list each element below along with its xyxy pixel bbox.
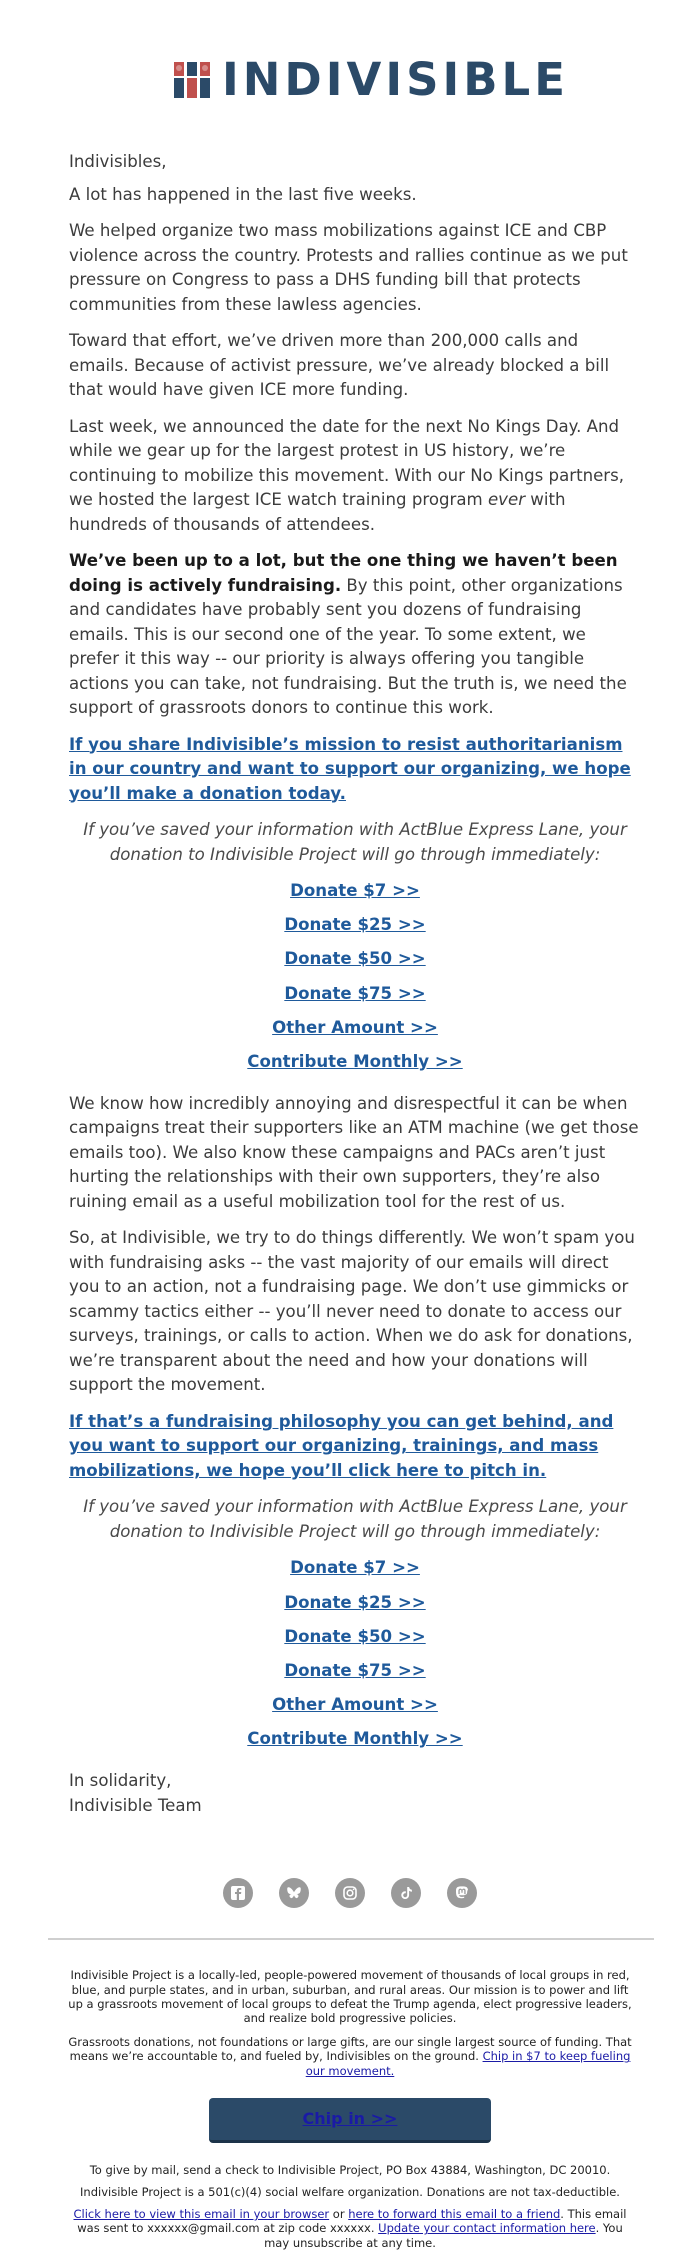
chip-in-button[interactable]: Chip in >>: [209, 2098, 491, 2143]
fundraising-bold-lead: We’ve been up to a lot, but the one thing we haven’t been doing is actively fundraising.: [69, 551, 618, 595]
paragraph-fundraising: [69, 549, 641, 721]
fundraising-text: By this point, other organizations and candidates have probably sent you dozens of fundraising emails. This is our second one of the year. To some extent, we prefer it this way -- our priority is always offering you tangible actions you can take, not fundraising. But the truth is, we need the support of grassroots donors to continue this work.: [69, 575, 627, 717]
chip-in-7-link[interactable]: Chip in $7 to keep fueling our movement.: [305, 2049, 631, 2078]
paragraph-calls: Toward that effort, we’ve driven more than 200,000 calls and emails. Because of activist pressure, we’ve already blocked a bill that would have given ICE more funding.: [69, 331, 610, 399]
footer-mail-address: To give by mail, send a check to Indivisible Project, PO Box 43884, Washington, DC 20010.: [89, 2162, 611, 2177]
signoff-line: In solidarity,: [69, 1771, 172, 1791]
donate-50-link[interactable]: Donate $50 >>: [284, 949, 426, 969]
donate-25-link[interactable]: Donate $25 >>: [284, 1592, 426, 1612]
signoff: [69, 1769, 641, 1818]
no-kings-text-b: with hundreds of thousands of attendees.: [69, 490, 566, 534]
donate-7-link[interactable]: Donate $7 >>: [290, 881, 420, 900]
donation-cta-link[interactable]: If you share Indivisible’s mission to resist authoritarianism in our country and want to support our organizing, we hope you’ll make a donation today.: [69, 734, 631, 803]
signature: Indivisible Team: [69, 1795, 202, 1815]
logo-wordmark: INDIVISIBLE: [222, 53, 569, 106]
footer-sent-text: . This email was sent to xxxxxx@gmail.com at zip code xxxxxx.: [77, 2207, 627, 2236]
no-kings-text-a: Last week, we announced the date for the next No Kings Day. And while we gear up for the largest protest in US history, we’re continuing to mobilize this movement. With our No Kings partners, we hosted the largest ICE watch training program: [69, 416, 625, 509]
email-header: [0, 0, 700, 150]
logo-mark-icon: [174, 62, 210, 98]
express-lane-note: If you’ve saved your information with ActBlue Express Lane, your donation to Indivisible Project will go through immediately:: [83, 820, 627, 864]
footer-links: [65, 2207, 635, 2250]
indivisible-logo[interactable]: [174, 53, 569, 106]
facebook-icon[interactable]: [223, 1878, 253, 1908]
email-footer: [65, 1968, 635, 2249]
footer-divider: [48, 1938, 654, 1940]
footer-funding: [65, 2035, 635, 2078]
footer-or-text: or: [329, 2207, 349, 2222]
donate-25-link[interactable]: Donate $25 >>: [284, 915, 426, 935]
other-amount-link[interactable]: Other Amount >>: [272, 1017, 438, 1037]
paragraph-philosophy: So, at Indivisible, we try to do things differently. We won’t spam you with fundraising asks -- the vast majority of our emails will direct you to an action, not a fundraising page. We don’t use gimmicks or scammy tactics either -- you’ll never need to donate to access our surveys, trainings, or calls to action. When we do ask for donations, we’re transparent about the need and how your donations will support the movement.: [69, 1228, 635, 1395]
footer-unsubscribe-text: . You may unsubscribe at any time.: [264, 2221, 623, 2250]
emphasis-ever: ever: [487, 490, 526, 509]
bluesky-icon[interactable]: [279, 1878, 309, 1908]
greeting: Indivisibles,: [69, 152, 167, 171]
contribute-monthly-link[interactable]: Contribute Monthly >>: [247, 1729, 463, 1749]
paragraph-no-kings: [69, 415, 641, 538]
footer-about: Indivisible Project is a locally-led, people-powered movement of thousands of local groups in red, blue, and purple states, and in urban, suburban, and rural areas. Our mission is to power and lift up a grassroots movement of local groups to defeat the Trump agenda, elect progressive leaders, and realize bold progressive policies.: [68, 1968, 632, 2025]
forward-email-link[interactable]: here to forward this email to a friend: [348, 2207, 561, 2222]
donate-75-link[interactable]: Donate $75 >>: [284, 1661, 426, 1680]
pitch-in-cta-link[interactable]: If that’s a fundraising philosophy you can get behind, and you want to support our organizing, trainings, and mass mobilizations, we hope you’ll click here to pitch in.: [69, 1411, 614, 1480]
express-lane-note-2: If you’ve saved your information with ActBlue Express Lane, your donation to Indivisible Project will go through immediately:: [83, 1497, 627, 1541]
update-contact-link[interactable]: Update your contact information here: [378, 2221, 596, 2236]
donation-links-group-2: [69, 1556, 641, 1757]
footer-funding-text: Grassroots donations, not foundations or large gifts, are our single largest source of funding. That means we’re accountable to, and fueled by, Indivisibles on the ground.: [68, 2035, 632, 2064]
paragraph-intro: A lot has happened in the last five weeks.: [69, 184, 417, 204]
view-in-browser-link[interactable]: Click here to view this email in your browser: [73, 2207, 330, 2222]
instagram-icon[interactable]: [335, 1878, 365, 1908]
contribute-monthly-link[interactable]: Contribute Monthly >>: [247, 1051, 463, 1071]
social-links: [0, 1878, 700, 1908]
paragraph-mobilizations: We helped organize two mass mobilizations against ICE and CBP violence across the country. Protests and rallies continue as we put pressure on Congress to pass a DHS funding bill that protects communities from these lawless agencies.: [69, 221, 628, 314]
donate-75-link[interactable]: Donate $75 >>: [284, 983, 426, 1003]
donate-7-link[interactable]: Donate $7 >>: [290, 1558, 420, 1578]
tiktok-icon[interactable]: [391, 1878, 421, 1908]
donation-links-group: [69, 879, 641, 1080]
mastodon-icon[interactable]: [447, 1878, 477, 1908]
footer-org-status: Indivisible Project is a 501(c)(4) social welfare organization. Donations are not tax-deductible.: [80, 2185, 620, 2199]
paragraph-atm: We know how incredibly annoying and disrespectful it can be when campaigns treat their supporters like an ATM machine (we get those emails too). We also know these campaigns and PACs aren’t just hurting the relationships with their own supporters, they’re also ruining email as a useful mobilization tool for the rest of us.: [69, 1093, 639, 1211]
email-body: [69, 150, 641, 1818]
donate-50-link[interactable]: Donate $50 >>: [284, 1626, 426, 1646]
other-amount-link[interactable]: Other Amount >>: [272, 1695, 438, 1715]
